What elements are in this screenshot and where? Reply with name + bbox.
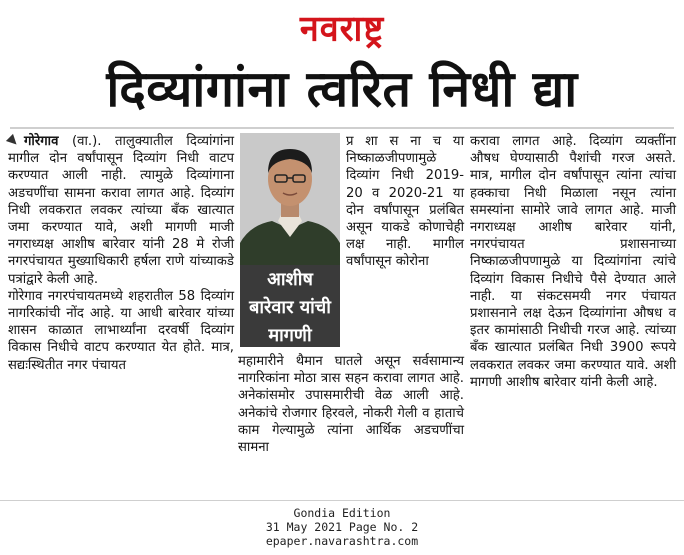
dateline-source: (वा.). <box>71 134 102 149</box>
edition-date-page: 31 May 2021 Page No. 2 <box>265 520 419 534</box>
portrait-image <box>240 133 340 265</box>
edition-site: epaper.navarashtra.com <box>265 534 419 548</box>
dateline-place: गोरेगाव <box>24 134 59 149</box>
photo-caption <box>240 265 340 347</box>
article-column-2-top <box>346 133 464 271</box>
caption-line: आशीष <box>267 269 313 290</box>
article-paragraph: गोरेगाव नगरपंचायतमध्ये शहरातील 58 दिव्यांग नागरिकांची नोंद आहे. या आधी बारेवार यांच्या शासन काळात लाभार्थ्यांना दरवर्षी दिव्यांग विकास निधीचे वाटप करण्यात येत होते. मात्र, सद्यःस्थितीत नगर पंचायत <box>8 288 234 373</box>
article-paragraph: प्र शा स ना च या निष्काळजीपणामुळे दिव्यांग निधी 2019-20 व 2020-21 या दोन वर्षांपासून प्रलंबित असून याकडे कोणाचेही लक्ष नाही. मागील वर्षांपासून कोरोना <box>346 134 464 270</box>
headline: दिव्यांगांना त्वरित निधी द्या <box>106 60 578 118</box>
headline-divider <box>10 127 674 129</box>
article-paragraph: महामारीने थैमान घातले असून सर्वसामान्य नागरिकांना मोठा त्रास सहन करावा लागत आहे. अनेकांसमोर उपासमारीची वेळ आली आहे. अनेकांचे रोजगार हिरवले, नोकरी गेली व हाताचे काम गेल्यामुळे त्यांना आर्थिक अडचणींचा सामना <box>238 354 464 456</box>
dateline-arrow-icon <box>6 134 20 148</box>
article-column-2-bottom <box>238 353 464 456</box>
edition-footer <box>0 506 684 548</box>
newspaper-logo: नवराष्ट्र <box>299 8 385 51</box>
footer-divider <box>0 500 684 501</box>
article-paragraph <box>8 133 234 288</box>
caption-line: बारेवार यांची <box>249 297 331 318</box>
author-photo <box>240 133 340 265</box>
caption-line: मागणी <box>268 325 312 346</box>
article-column-3 <box>470 133 676 391</box>
paragraph-text: तालुक्यातील दिव्यांगांना मागील दोन वर्षांपासून दिव्यांग निधी वाटप करण्यात आली नाही. त्यामुळे दिव्यांगाना अडचणींचा सामना करावा लागत आहे. दिव्यांग निधी लवकरात लवकर त्यांच्या बँक खात्यात जमा करण्यात यावे, अशी मागणी माजी नगराध्यक्ष आशीष बारेवार यांनी 28 मे रोजी नगरपंचायत मुख्याधिकारी हर्षला राणे यांच्याकडे पत्रांद्वारे केली आहे. <box>8 134 234 287</box>
article-column-1 <box>8 133 234 374</box>
masthead <box>0 0 684 52</box>
edition-name: Gondia Edition <box>293 506 391 520</box>
article-paragraph: करावा लागत आहे. दिव्यांग व्यक्तींना औषध घेण्यासाठी पैशांची गरज असते. मात्र, मागील दोन वर्षांपासून त्यांना त्यांचा हक्काचा निधी मिळाला नसून त्यांना समस्यांना सामोरे जावे लागत आहे. माजी नगराध्यक्ष आशीष बारेवार यांनी, नगरपंचायत प्रशासनाच्या निष्काळजीपणामुळे या दिव्यांगांना त्यांचे दिव्यांग विकास निधीचे पैसे देण्यात आले नाही. या संकटसमयी नगर पंचायत प्रशासनाने लक्ष देऊन दिव्यांगांना औषध व इतर कामांसाठी निधीची गरज आहे. त्यांच्या बँक खात्यात प्रलंबित निधी 3900 रूपये लवकरात लवकर जमा करण्यात यावे. अशी मागणी आशीष बारेवार यांनी केली आहे. <box>470 134 676 390</box>
